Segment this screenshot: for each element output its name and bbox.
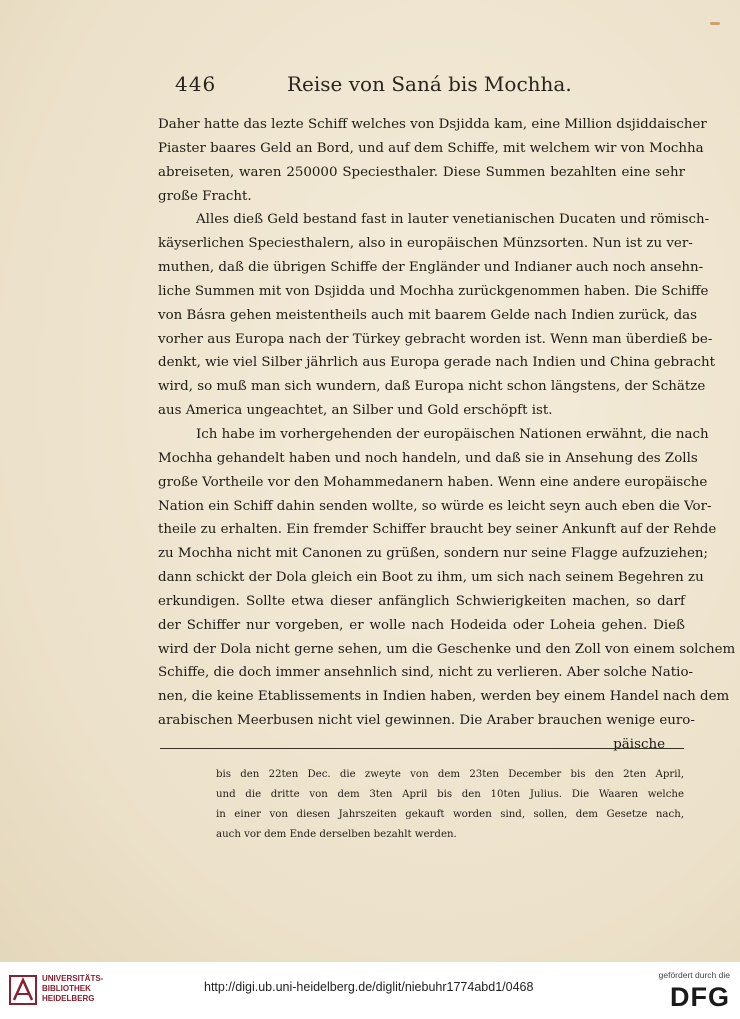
catchword: päische xyxy=(613,736,665,752)
running-title: Reise von Saná bis Mochha. xyxy=(287,72,572,96)
text-line: denkt, wie viel Silber jährlich aus Europa gerade nach Indien und China gebracht xyxy=(158,355,716,371)
text-line: Nation ein Schiff dahin senden wollte, so würde es leicht seyn auch eben die Vor- xyxy=(158,498,712,514)
text-line: zu Mochha nicht mit Canonen zu grüßen, sondern nur seine Flagge aufzuziehen; xyxy=(158,546,709,562)
text-line: große Vortheile vor den Mohammedanern haben. Wenn eine andere europäische xyxy=(158,474,708,490)
text-line: Alles dieß Geld bestand fast in lauter venetianischen Ducaten und römisch- xyxy=(196,212,710,228)
page-number: 446 xyxy=(175,72,217,96)
text-line: käyserlichen Speciesthalern, also in europäischen Münzsorten. Nun ist zu ver- xyxy=(158,236,693,252)
ub-heidelberg-logo-icon[interactable] xyxy=(8,972,38,1008)
text-line: nen, die keine Etablissements in Indien haben, werden bey einem Handel nach dem xyxy=(158,689,730,705)
text-line: wird der Dola nicht gerne sehen, um die Geschenke und den Zoll von einem solchem xyxy=(158,641,736,657)
paper-stain xyxy=(710,22,720,25)
page-header xyxy=(175,72,595,100)
text-line: Schiffe, die doch immer ansehnlich sind, nicht zu verlieren. Aber solche Natio- xyxy=(158,665,694,681)
text-line: vorher aus Europa nach der Türkey gebracht worden ist. Wenn man überdieß be- xyxy=(158,331,713,347)
viewer-footer xyxy=(0,962,740,1019)
funder-credit xyxy=(634,970,730,1013)
text-line: wird, so muß man sich wundern, daß Europa nicht schon längstens, der Schätze xyxy=(158,379,706,395)
text-line: theile zu erhalten. Ein fremder Schiffer braucht bey seiner Ankunft auf der Rehde xyxy=(158,522,717,538)
text-line: Ich habe im vorhergehenden der europäischen Nationen erwähnt, die nach xyxy=(196,426,709,442)
text-line: abreiseten, waren 250000 Speciesthaler. Diese Summen bezahlten eine sehr xyxy=(158,164,685,180)
text-line: erkundigen. Sollte etwa dieser anfänglich Schwierigkeiten machen, so darf xyxy=(158,593,685,609)
text-line: der Schiffer nur vorgeben, er wolle nach Hodeida oder Loheia gehen. Dieß xyxy=(158,617,685,633)
library-name-line: UNIVERSITÄTS- xyxy=(42,974,104,983)
text-line: Piaster baares Geld an Bord, und auf dem Schiffe, mit welchem wir von Mochha xyxy=(158,140,704,156)
funder-label: gefördert durch die xyxy=(658,970,730,980)
footnote xyxy=(216,765,684,845)
text-line: arabischen Meerbusen nicht viel gewinnen. Die Araber brauchen wenige euro- xyxy=(158,713,695,729)
library-name-line: HEIDELBERG xyxy=(42,994,95,1003)
footnote-line: in einer von diesen Jahrszeiten gekauft worden sind, sollen, dem Gesetze nach, xyxy=(216,809,684,820)
dfg-logo[interactable]: DFG xyxy=(670,982,730,1012)
text-line: muthen, daß die übrigen Schiffe der Engländer und Indianer auch noch ansehn- xyxy=(158,260,704,276)
text-line: dann schickt der Dola gleich ein Boot zu ihm, um sich nach seinem Begehren zu xyxy=(158,570,704,586)
footnote-line: auch vor dem Ende derselben bezahlt werden. xyxy=(216,829,457,840)
permalink-url[interactable]: http://digi.ub.uni-heidelberg.de/diglit/niebuhr1774abd1/0468 xyxy=(204,980,534,994)
footnote-line: bis den 22ten Dec. die zweyte von dem 23ten December bis den 2ten April, xyxy=(216,769,684,780)
footnote-line: und die dritte von dem 3ten April bis den 10ten Julius. Die Waaren welche xyxy=(216,789,684,800)
text-line: Mochha gehandelt haben und noch handeln, und daß sie in Ansehung des Zolls xyxy=(158,450,698,466)
text-line: liche Summen mit von Dsjidda und Mochha zurückgenommen haben. Die Schiffe xyxy=(158,283,709,299)
text-line: Daher hatte das lezte Schiff welches von Dsjidda kam, eine Million dsjiddaischer xyxy=(158,117,707,132)
text-line: aus America ungeachtet, an Silber und Gold erschöpft ist. xyxy=(158,403,553,419)
text-line: große Fracht. xyxy=(158,188,252,204)
library-name[interactable] xyxy=(42,974,122,1004)
footnote-divider xyxy=(160,748,684,749)
text-line: von Básra gehen meistentheils auch mit baarem Gelde nach Indien zurück, das xyxy=(158,307,697,323)
main-text xyxy=(158,113,736,757)
library-name-line: BIBLIOTHEK xyxy=(42,984,91,993)
